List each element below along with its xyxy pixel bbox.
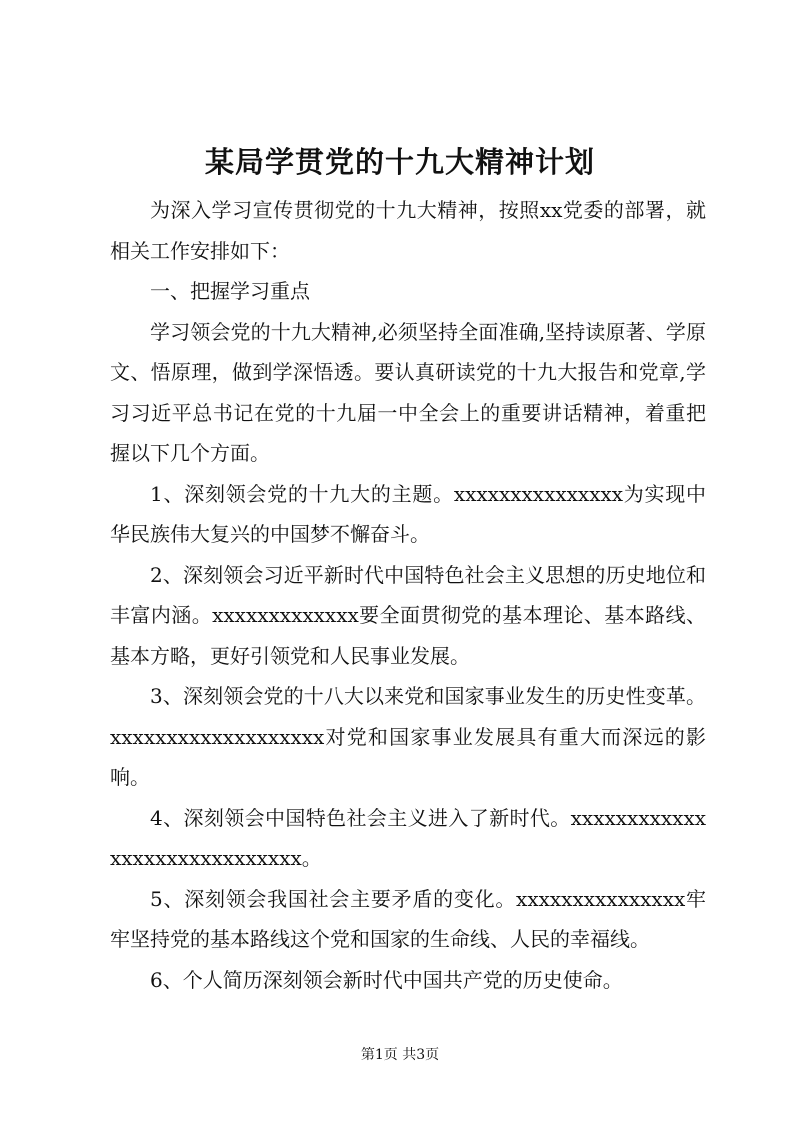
- list-item: 1、深刻领会党的十九大的主题。xxxxxxxxxxxxxxx为实现中华民族伟大复兴的中国梦不懈奋斗。: [110, 481, 706, 546]
- list-item: 4、深刻领会中国特色社会主义进入了新时代。xxxxxxxxxxxxxxxxxxxxxxxxxxxxx。: [110, 805, 706, 870]
- document-body: [110, 190, 706, 1000]
- list-item: 5、深刻领会我国社会主要矛盾的变化。xxxxxxxxxxxxxxx牢牢坚持党的基本路线这个党和国家的生命线、人民的幸福线。: [110, 886, 706, 951]
- page-number: 第1页 共3页: [360, 1047, 440, 1063]
- section-heading: 一、把握学习重点: [150, 279, 310, 303]
- list-item: 2、深刻领会习近平新时代中国特色社会主义思想的历史地位和丰富内涵。xxxxxxxxxxxxx要全面贯彻党的基本理论、基本路线、基本方略，更好引领党和人民事业发展。: [110, 562, 706, 668]
- list-item: 6、个人简历深刻领会新时代中国共产党的历史使命。: [150, 967, 623, 992]
- document-title: 某局学贯党的十九大精神计划: [204, 145, 595, 179]
- list-item: 3、深刻领会党的十八大以来党和国家事业发生的历史性变革。xxxxxxxxxxxxxxxxxxx对党和国家事业发展具有重大而深远的影响。: [110, 684, 706, 789]
- paragraph: 学习领会党的十九大精神,必须坚持全面准确,坚持读原著、学原文、悟原理，做到学深悟透。要认真研读党的十九大报告和党章,学习习近平总书记在党的十九届一中全会上的重要讲话精神，着重把握以下几个方面。: [110, 319, 706, 465]
- paragraph-intro: 为深入学习宣传贯彻党的十九大精神，按照xx党委的部署，就相关工作安排如下：: [110, 198, 706, 263]
